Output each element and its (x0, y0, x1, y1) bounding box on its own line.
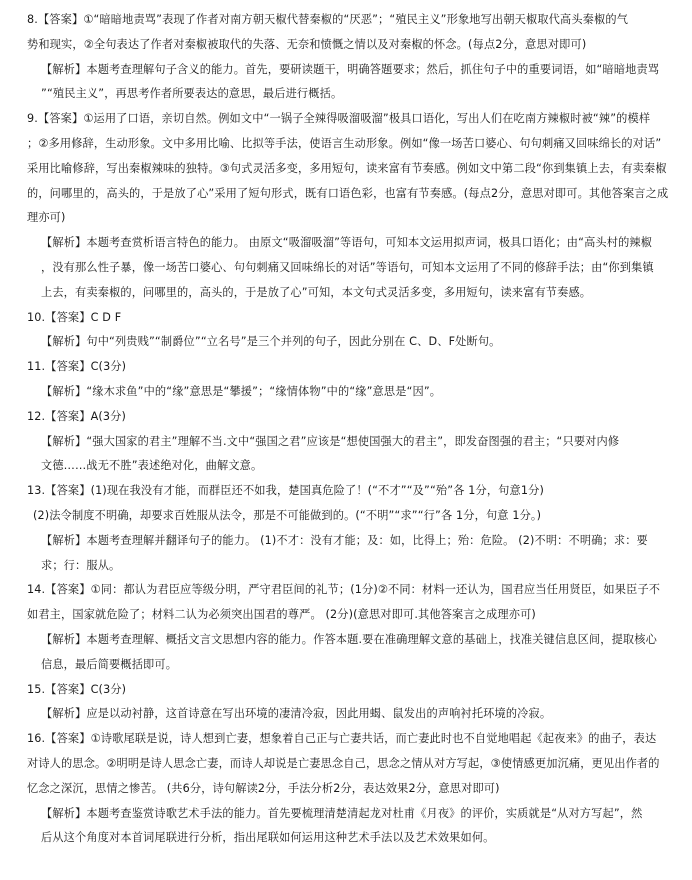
text-line: 14.【答案】①同：都认为君臣应等级分明，严守君臣间的礼节；(1分)②不同：材料一还认为，国君应当任用贤臣，如果臣子不 (27, 583, 661, 597)
analysis-line: 【解析】“强大国家的君主”理解不当.文中“强国之君”应该是“想使国强大的君主”，即发奋图强的君主；“只要对内修 (41, 434, 620, 448)
analysis-line: ，没有那么性子暴，像一场苦口婆心、句句刺痛又回味绵长的对话”等语句，可知本文运用了不同的修辞手法；由“你到集镇 (41, 260, 654, 274)
text-line: ；②多用修辞，生动形象。文中多用比喻、比拟等手法，使语言生动形象。例如“像一场苦口婆心、句句刺痛又回味绵长的对话” (27, 136, 662, 150)
analysis-line: 文德……战无不胜”表述绝对化，曲解文意。 (41, 459, 263, 473)
analysis-line: ”“殖民主义”，再思考作者所要表达的意思，最后进行概括。 (41, 87, 343, 101)
analysis-line: 后从这个角度对本首词尾联进行分析，指出尾联如何运用这种艺术手法以及艺术效果如何。 (41, 831, 495, 845)
text-line: 9.【答案】①运用了口语，亲切自然。例如文中“一锅子全辣得吸溜吸溜”极具口语化，写出人们在吃南方辣椒时被“辣”的模样 (27, 112, 651, 126)
analysis-line: 【解析】本题考查鉴赏诗歌艺术手法的能力。首先要梳理清楚清起龙对杜甫《月夜》的评价，实质就是“从对方写起”，然 (41, 806, 643, 820)
analysis-line: 【解析】应是以动衬静，这首诗意在写出环境的凄清冷寂，因此用蝎、鼠发出的声响衬托环境的冷寂。 (41, 707, 552, 721)
text-line: 势和现实，②全句表达了作者对秦椒被取代的失落、无奈和愤慨之情以及对秦椒的怀念。(每点2分，意思对即可) (27, 37, 587, 51)
text-line: 12.【答案】A(3分) (27, 409, 127, 423)
analysis-line: 上去，有卖秦椒的，问哪里的，高头的，于是放了心”可知，本文句式灵活多变，多用短句，读来富有节奏感。 (41, 285, 592, 299)
analysis-line: 【解析】本题考查理解并翻译句子的能力。 (1)不才：没有才能；及：如，比得上；殆：危险。 (2)不明：不明确；求：要 (41, 533, 648, 547)
text-line: (2)法令制度不明确，却要求百姓服从法令，那是不可能做到的。(“不明”“求”“行”各 1分，句意 1分。) (33, 508, 542, 522)
analysis-line: 【解析】句中“列贵贱”“制爵位”“立名号”是三个并列的句子，因此分别在 C、D、F处断句。 (41, 335, 501, 349)
text-line: 对诗人的思念。②明明是诗人思念亡妻，而诗人却说是亡妻思念自己，思念之情从对方写起，③使情感更加沉痛，更见出作者的 (27, 756, 660, 770)
text-line: 10.【答案】C D F (27, 310, 122, 324)
text-line: 忆念之深沉，思情之惨苦。 (共6分，诗句解读2分，手法分析2分，表达效果2分，意思对即可) (27, 781, 500, 795)
text-line: 15.【答案】C(3分) (27, 682, 127, 696)
text-line: 的，问哪里的，高头的，于是放了心”采用了短句形式，既有口语色彩，也富有节奏感。(每点2分，意思对即可。其他答案言之成 (27, 186, 669, 200)
text-line: 11.【答案】C(3分) (27, 360, 127, 374)
analysis-line: 【解析】“缘木求鱼”中的“缘”意思是“攀援”；“缘情体物”中的“缘”意思是“因”。 (41, 384, 442, 398)
analysis-line: 【解析】本题考查理解、概括文言文思想内容的能力。作答本题.要在准确理解文意的基础上，找准关键信息区间，提取核心 (41, 632, 657, 646)
analysis-line: 求；行：服从。 (41, 558, 121, 572)
text-line: 16.【答案】①诗歌尾联是说，诗人想到亡妻，想象着自己正与亡妻共话，而亡妻此时也不自觉地唱起《起夜来》的曲子，表达 (27, 732, 657, 746)
text-line: 8.【答案】①“暗暗地责骂”表现了作者对南方朝天椒代替秦椒的“厌恶”；“殖民主义”形象地写出朝天椒取代高头秦椒的气 (27, 13, 629, 26)
text-line: 13.【答案】(1)现在我没有才能，而群臣还不如我，楚国真危险了！(“不才”“及”“殆”各 1分，句意1分) (27, 484, 544, 498)
analysis-line: 信息，最后简要概括即可。 (41, 657, 178, 671)
text-line: 如君主，国家就危险了；材料二认为必须突出国君的尊严。 (2分)(意思对即可.其他答案言之成理亦可) (27, 608, 536, 622)
text-line: 理亦可) (27, 211, 66, 225)
text-line: 采用比喻修辞，写出秦椒辣味的独特。③句式灵活多变，多用短句，读来富有节奏感。例如文中第二段“你到集镇上去，有卖秦椒 (27, 161, 667, 175)
analysis-line: 【解析】本题考查赏析语言特色的能力。 由原文“吸溜吸溜”等语句，可知本文运用拟声词，极具口语化；由“高头村的辣椒 (41, 236, 653, 250)
analysis-line: 【解析】本题考查理解句子含义的能力。首先，要研读题干，明确答题要求；然后，抓住句子中的重要词语，如“暗暗地责骂 (41, 62, 660, 76)
